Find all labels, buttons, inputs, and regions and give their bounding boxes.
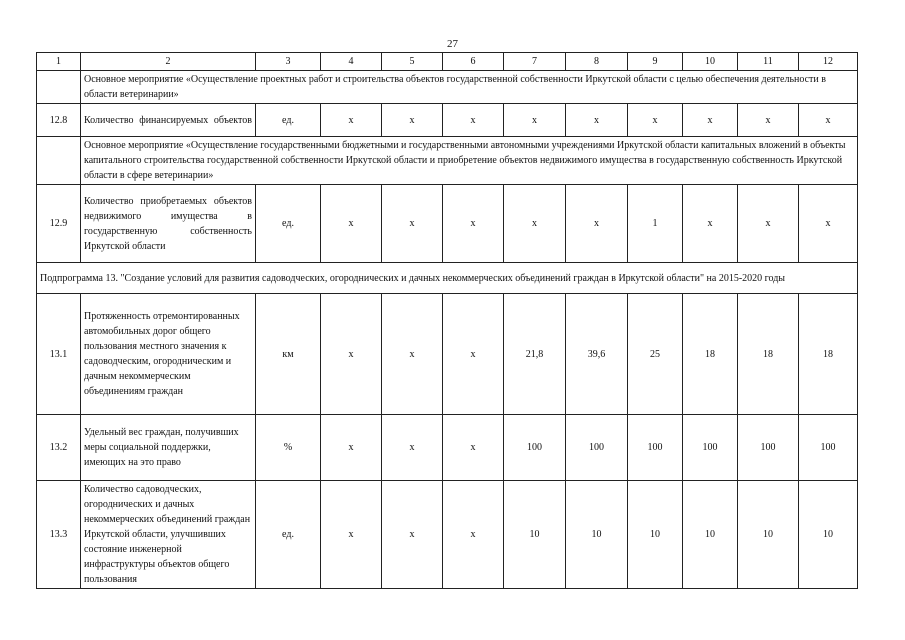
value-cell: х: [382, 481, 443, 589]
header-cell: 12: [799, 53, 858, 71]
value-cell: 1: [628, 185, 683, 263]
value-cell: 10: [799, 481, 858, 589]
value-cell: х: [321, 415, 382, 481]
indicator-row: [37, 104, 858, 137]
value-cell: х: [382, 294, 443, 415]
value-cell: х: [321, 185, 382, 263]
value-cell: 100: [738, 415, 799, 481]
value-cell: х: [382, 104, 443, 137]
unit-cell: км: [256, 294, 321, 415]
event-text: Основное мероприятие «Осуществление государственными бюджетными и государственными автономными учреждениями Иркутской области капитальных вложений в объекты капитального строительства государственной собственности Иркутской области и приобретение объектов недвижимого имущества в государственную собственность Иркутской области в сфере ветеринарии»: [81, 137, 858, 185]
value-cell: х: [443, 104, 504, 137]
value-cell: х: [382, 185, 443, 263]
value-cell: 18: [683, 294, 738, 415]
row-number: 13.3: [37, 481, 81, 589]
value-cell: х: [566, 104, 628, 137]
value-cell: х: [443, 415, 504, 481]
event-row: [37, 71, 858, 104]
row-number: 12.8: [37, 104, 81, 137]
unit-cell: ед.: [256, 185, 321, 263]
header-cell: 4: [321, 53, 382, 71]
value-cell: х: [321, 104, 382, 137]
header-row: [37, 53, 858, 71]
page-number: 27: [447, 38, 458, 50]
value-cell: х: [504, 185, 566, 263]
value-cell: 10: [683, 481, 738, 589]
empty-number-cell: [37, 71, 81, 104]
value-cell: 100: [628, 415, 683, 481]
value-cell: х: [504, 104, 566, 137]
value-cell: х: [738, 104, 799, 137]
value-cell: х: [443, 294, 504, 415]
event-row: [37, 137, 858, 185]
value-cell: х: [683, 185, 738, 263]
value-cell: 21,8: [504, 294, 566, 415]
unit-cell: %: [256, 415, 321, 481]
indicator-name: Количество финансируемых объектов: [81, 104, 256, 137]
value-cell: 18: [799, 294, 858, 415]
empty-number-cell: [37, 137, 81, 185]
indicator-row: [37, 294, 858, 415]
header-cell: 7: [504, 53, 566, 71]
unit-cell: ед.: [256, 104, 321, 137]
header-cell: 5: [382, 53, 443, 71]
row-number: 13.1: [37, 294, 81, 415]
header-cell: 11: [738, 53, 799, 71]
indicator-name: Протяженность отремонтированных автомобильных дорог общего пользования местного значения к садоводческим, огородническим и дачным некоммерческим объединениям граждан: [81, 294, 256, 415]
value-cell: х: [321, 294, 382, 415]
value-cell: 18: [738, 294, 799, 415]
value-cell: х: [799, 104, 858, 137]
header-cell: 1: [37, 53, 81, 71]
value-cell: х: [738, 185, 799, 263]
subprogram-title: Подпрограмма 13. "Создание условий для развития садоводческих, огороднических и дачных некоммерческих объединений граждан в Иркутской области" на 2015-2020 годы: [37, 263, 858, 294]
indicator-row: [37, 185, 858, 263]
indicator-row: [37, 481, 858, 589]
header-cell: 8: [566, 53, 628, 71]
event-text: Основное мероприятие «Осуществление проектных работ и строительства объектов государственной собственности Иркутской области с целью обеспечения деятельности в области ветеринарии»: [81, 71, 858, 104]
value-cell: 100: [799, 415, 858, 481]
indicator-name: Количество садоводческих, огороднических и дачных некоммерческих объединений граждан Иркутской области, улучшивших состояние инженерной инфраструктуры объектов общего пользования: [81, 481, 256, 589]
value-cell: х: [683, 104, 738, 137]
indicator-row: [37, 415, 858, 481]
value-cell: х: [443, 481, 504, 589]
value-cell: 10: [566, 481, 628, 589]
value-cell: 10: [628, 481, 683, 589]
value-cell: 100: [683, 415, 738, 481]
header-cell: 2: [81, 53, 256, 71]
value-cell: 25: [628, 294, 683, 415]
row-number: 12.9: [37, 185, 81, 263]
subprogram-row: [37, 263, 858, 294]
unit-cell: ед.: [256, 481, 321, 589]
value-cell: х: [566, 185, 628, 263]
row-number: 13.2: [37, 415, 81, 481]
header-cell: 10: [683, 53, 738, 71]
value-cell: 100: [566, 415, 628, 481]
value-cell: 10: [504, 481, 566, 589]
value-cell: х: [321, 481, 382, 589]
value-cell: 39,6: [566, 294, 628, 415]
value-cell: х: [443, 185, 504, 263]
value-cell: х: [628, 104, 683, 137]
value-cell: 10: [738, 481, 799, 589]
indicator-name: Удельный вес граждан, получивших меры социальной поддержки, имеющих на это право: [81, 415, 256, 481]
indicators-table: [36, 52, 858, 589]
header-cell: 6: [443, 53, 504, 71]
value-cell: х: [799, 185, 858, 263]
value-cell: 100: [504, 415, 566, 481]
value-cell: х: [382, 415, 443, 481]
header-cell: 3: [256, 53, 321, 71]
indicator-name: Количество приобретаемых объектов недвижимого имущества в государственную собственность Иркутской области: [81, 185, 256, 263]
header-cell: 9: [628, 53, 683, 71]
